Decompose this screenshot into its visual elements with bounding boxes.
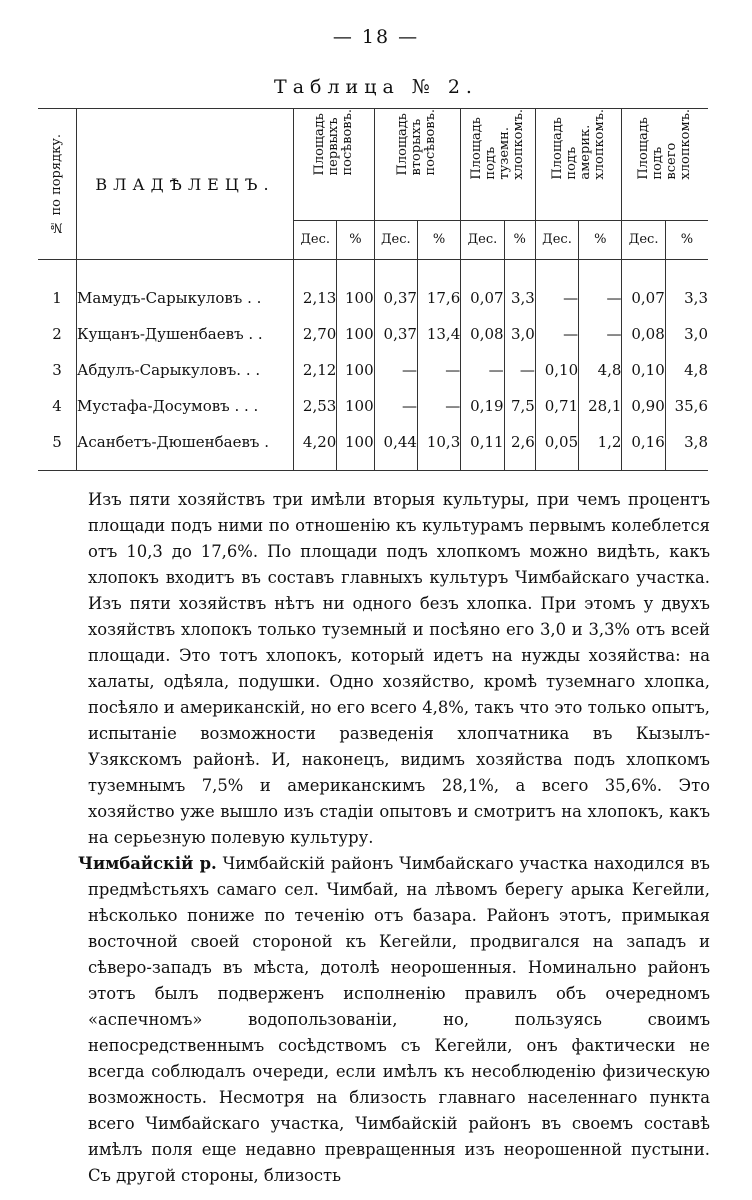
cell-percent: 100 <box>337 316 374 352</box>
subheader-pct: % <box>504 220 535 259</box>
header-native-cotton: Площадь подъ туземн. хлопкомъ. <box>461 109 536 221</box>
subheader-des: Дес. <box>374 220 417 259</box>
row-owner: Кущанъ-Душенбаевъ . . <box>77 316 294 352</box>
paragraph-2-body: Чимбайскій районъ Чимбайскаго участка находился въ предмѣстьяхъ самаго сел. Чимбай, на лѣвомъ берегу арыка Кегейли, нѣсколько пониже по теченію отъ базара. Районъ этотъ, примыкая восточной своей стороной къ Кегейли, продвигался на западъ и сѣверо-западъ въ мѣста, дотолѣ неорошенныя. Номинально районъ этотъ былъ подверженъ исполненію правилъ объ очередномъ «аспечномъ» водопользованіи, но, пользуясь своимъ непосредственнымъ сосѣдствомъ съ Кегейли, онъ фактически не всегда соблюдалъ очереди, если имѣлъ къ несоблюденію физическую возможность. Несмотря на близость главнаго населеннаго пункта всего Чимбайскаго участка, Чимбайскій районъ въ своемъ составѣ имѣлъ поля еще недавно превращенныя изъ неорошенной пустыни. Съ другой стороны, близость <box>88 854 710 1185</box>
cell-desyatina: 0,11 <box>461 424 504 460</box>
cell-desyatina: 0,37 <box>374 316 417 352</box>
row-owner: Мамудъ-Сарыкуловъ . . <box>77 280 294 316</box>
row-number: 4 <box>38 388 77 424</box>
paragraph-1: Изъ пяти хозяйствъ три имѣли вторыя культуры, при чемъ процентъ площади подъ ними по отношенію къ культурамъ первымъ колеблется отъ 10,3 до 17,6%. По площади подъ хлопкомъ можно видѣть, какъ хлопокъ входитъ въ составъ главныхъ культуръ Чимбайскаго участка. Изъ пяти хозяйствъ нѣтъ ни одного безъ хлопка. При этомъ у двухъ хозяйствъ хлопокъ только туземный и посѣяно его 3,0 и 3,3% отъ всей площади. Это тотъ хлопокъ, который идетъ на нужды хозяйства: на халаты, одѣяла, подушки. Одно хозяйство, кромѣ туземнаго хлопка, посѣяло и американскій, но его всего 4,8%, такъ что это только опытъ, испытаніе возможности разведенія хлопчатника въ Кызылъ-Узякскомъ районѣ. И, наконецъ, видимъ хозяйства подъ хлопкомъ туземнымъ 7,5% и американскимъ 28,1%, а всего 35,6%. Это хозяйство уже вышло изъ стадіи опытовъ и смотритъ на хлопокъ, какъ на серьезную полевую культуру. <box>88 490 710 847</box>
table-row <box>38 388 708 424</box>
cell-percent: 10,3 <box>417 424 460 460</box>
header-owner-label: ВЛАДѢЛЕЦЪ. <box>95 174 275 194</box>
subheader-des: Дес. <box>461 220 504 259</box>
cell-percent: 100 <box>337 388 374 424</box>
header-owner <box>77 109 294 260</box>
cell-desyatina: 4,20 <box>294 424 337 460</box>
cell-desyatina: — <box>535 316 578 352</box>
cell-percent: 100 <box>337 352 374 388</box>
row-number: 1 <box>38 280 77 316</box>
cell-percent: 3,8 <box>684 433 708 451</box>
cell-desyatina: 0,71 <box>535 388 578 424</box>
cell-percent: 2,6 <box>504 424 535 460</box>
header-second-sowings: Площадь вторыхъ посѣвовъ. <box>374 109 461 221</box>
cell-percent: 100 <box>337 280 374 316</box>
cell-percent: — <box>417 388 460 424</box>
cell-percent: 100 <box>337 424 374 460</box>
header-number <box>38 109 77 260</box>
cell-desyatina: 0,07 <box>461 280 504 316</box>
cell-percent: 3,3 <box>684 289 708 307</box>
cell-desyatina: 2,13 <box>294 280 337 316</box>
header-total-cotton: Площадь подъ всего хлопкомъ. <box>622 109 708 221</box>
cell-percent: 4,8 <box>684 361 708 379</box>
row-number: 3 <box>38 352 77 388</box>
table-row <box>38 316 708 352</box>
data-table <box>38 108 708 471</box>
cell-percent: 4,8 <box>579 352 622 388</box>
paragraph-2 <box>78 851 710 1189</box>
row-owner: Мустафа-Досумовъ . . . <box>77 388 294 424</box>
cell-desyatina: — <box>461 352 504 388</box>
subheader-pct: % <box>665 220 708 259</box>
cell-desyatina: 0,08 <box>461 316 504 352</box>
page-number: — 18 — <box>332 26 420 48</box>
cell-desyatina: 2,12 <box>294 352 337 388</box>
paragraph-2-lead: Чимбайскій р. <box>78 854 217 873</box>
cell-desyatina: 0,08 <box>622 316 665 352</box>
row-owner: Асанбетъ-Дюшенбаевъ . <box>77 424 294 460</box>
subheader-pct: % <box>417 220 460 259</box>
cell-percent: 1,2 <box>579 424 622 460</box>
cell-desyatina: 0,10 <box>622 352 665 388</box>
cell-desyatina: 2,53 <box>294 388 337 424</box>
cell-percent: 3,0 <box>684 325 708 343</box>
header-american-cotton: Площадь подъ америк. хлопкомъ. <box>535 109 622 221</box>
row-owner: Абдулъ-Сарыкуловъ. . . <box>77 352 294 388</box>
cell-percent: 3,3 <box>504 280 535 316</box>
cell-desyatina: 0,10 <box>535 352 578 388</box>
cell-percent: 3,0 <box>504 316 535 352</box>
cell-percent: 17,6 <box>417 280 460 316</box>
header-number-label: № по порядку. <box>49 133 64 235</box>
subheader-des: Дес. <box>622 220 665 259</box>
cell-percent: — <box>417 352 460 388</box>
subheader-des: Дес. <box>535 220 578 259</box>
cell-percent: — <box>579 280 622 316</box>
cell-desyatina: 2,70 <box>294 316 337 352</box>
cell-desyatina: 0,37 <box>374 280 417 316</box>
cell-desyatina: 0,19 <box>461 388 504 424</box>
cell-desyatina: 0,16 <box>622 424 665 460</box>
cell-percent: — <box>504 352 535 388</box>
cell-percent: 7,5 <box>504 388 535 424</box>
table-title: Таблица № 2. <box>274 76 478 98</box>
cell-desyatina: — <box>535 280 578 316</box>
subheader-pct: % <box>337 220 374 259</box>
cell-percent: — <box>579 316 622 352</box>
cell-percent: 13,4 <box>417 316 460 352</box>
subheader-pct: % <box>579 220 622 259</box>
table-row <box>38 424 708 460</box>
cell-desyatina: 0,44 <box>374 424 417 460</box>
cell-desyatina: 0,90 <box>622 388 665 424</box>
cell-desyatina: — <box>374 388 417 424</box>
cell-desyatina: — <box>374 352 417 388</box>
cell-percent: 35,6 <box>674 397 708 415</box>
row-number: 5 <box>38 424 77 460</box>
subheader-des: Дес. <box>294 220 337 259</box>
cell-percent: 28,1 <box>579 388 622 424</box>
cell-desyatina: 0,05 <box>535 424 578 460</box>
cell-desyatina: 0,07 <box>622 280 665 316</box>
body-text <box>78 487 710 1189</box>
table-row <box>38 280 708 316</box>
row-number: 2 <box>38 316 77 352</box>
header-first-sowings: Площадь первыхъ посѣвовъ. <box>294 109 375 221</box>
table-row <box>38 352 708 388</box>
